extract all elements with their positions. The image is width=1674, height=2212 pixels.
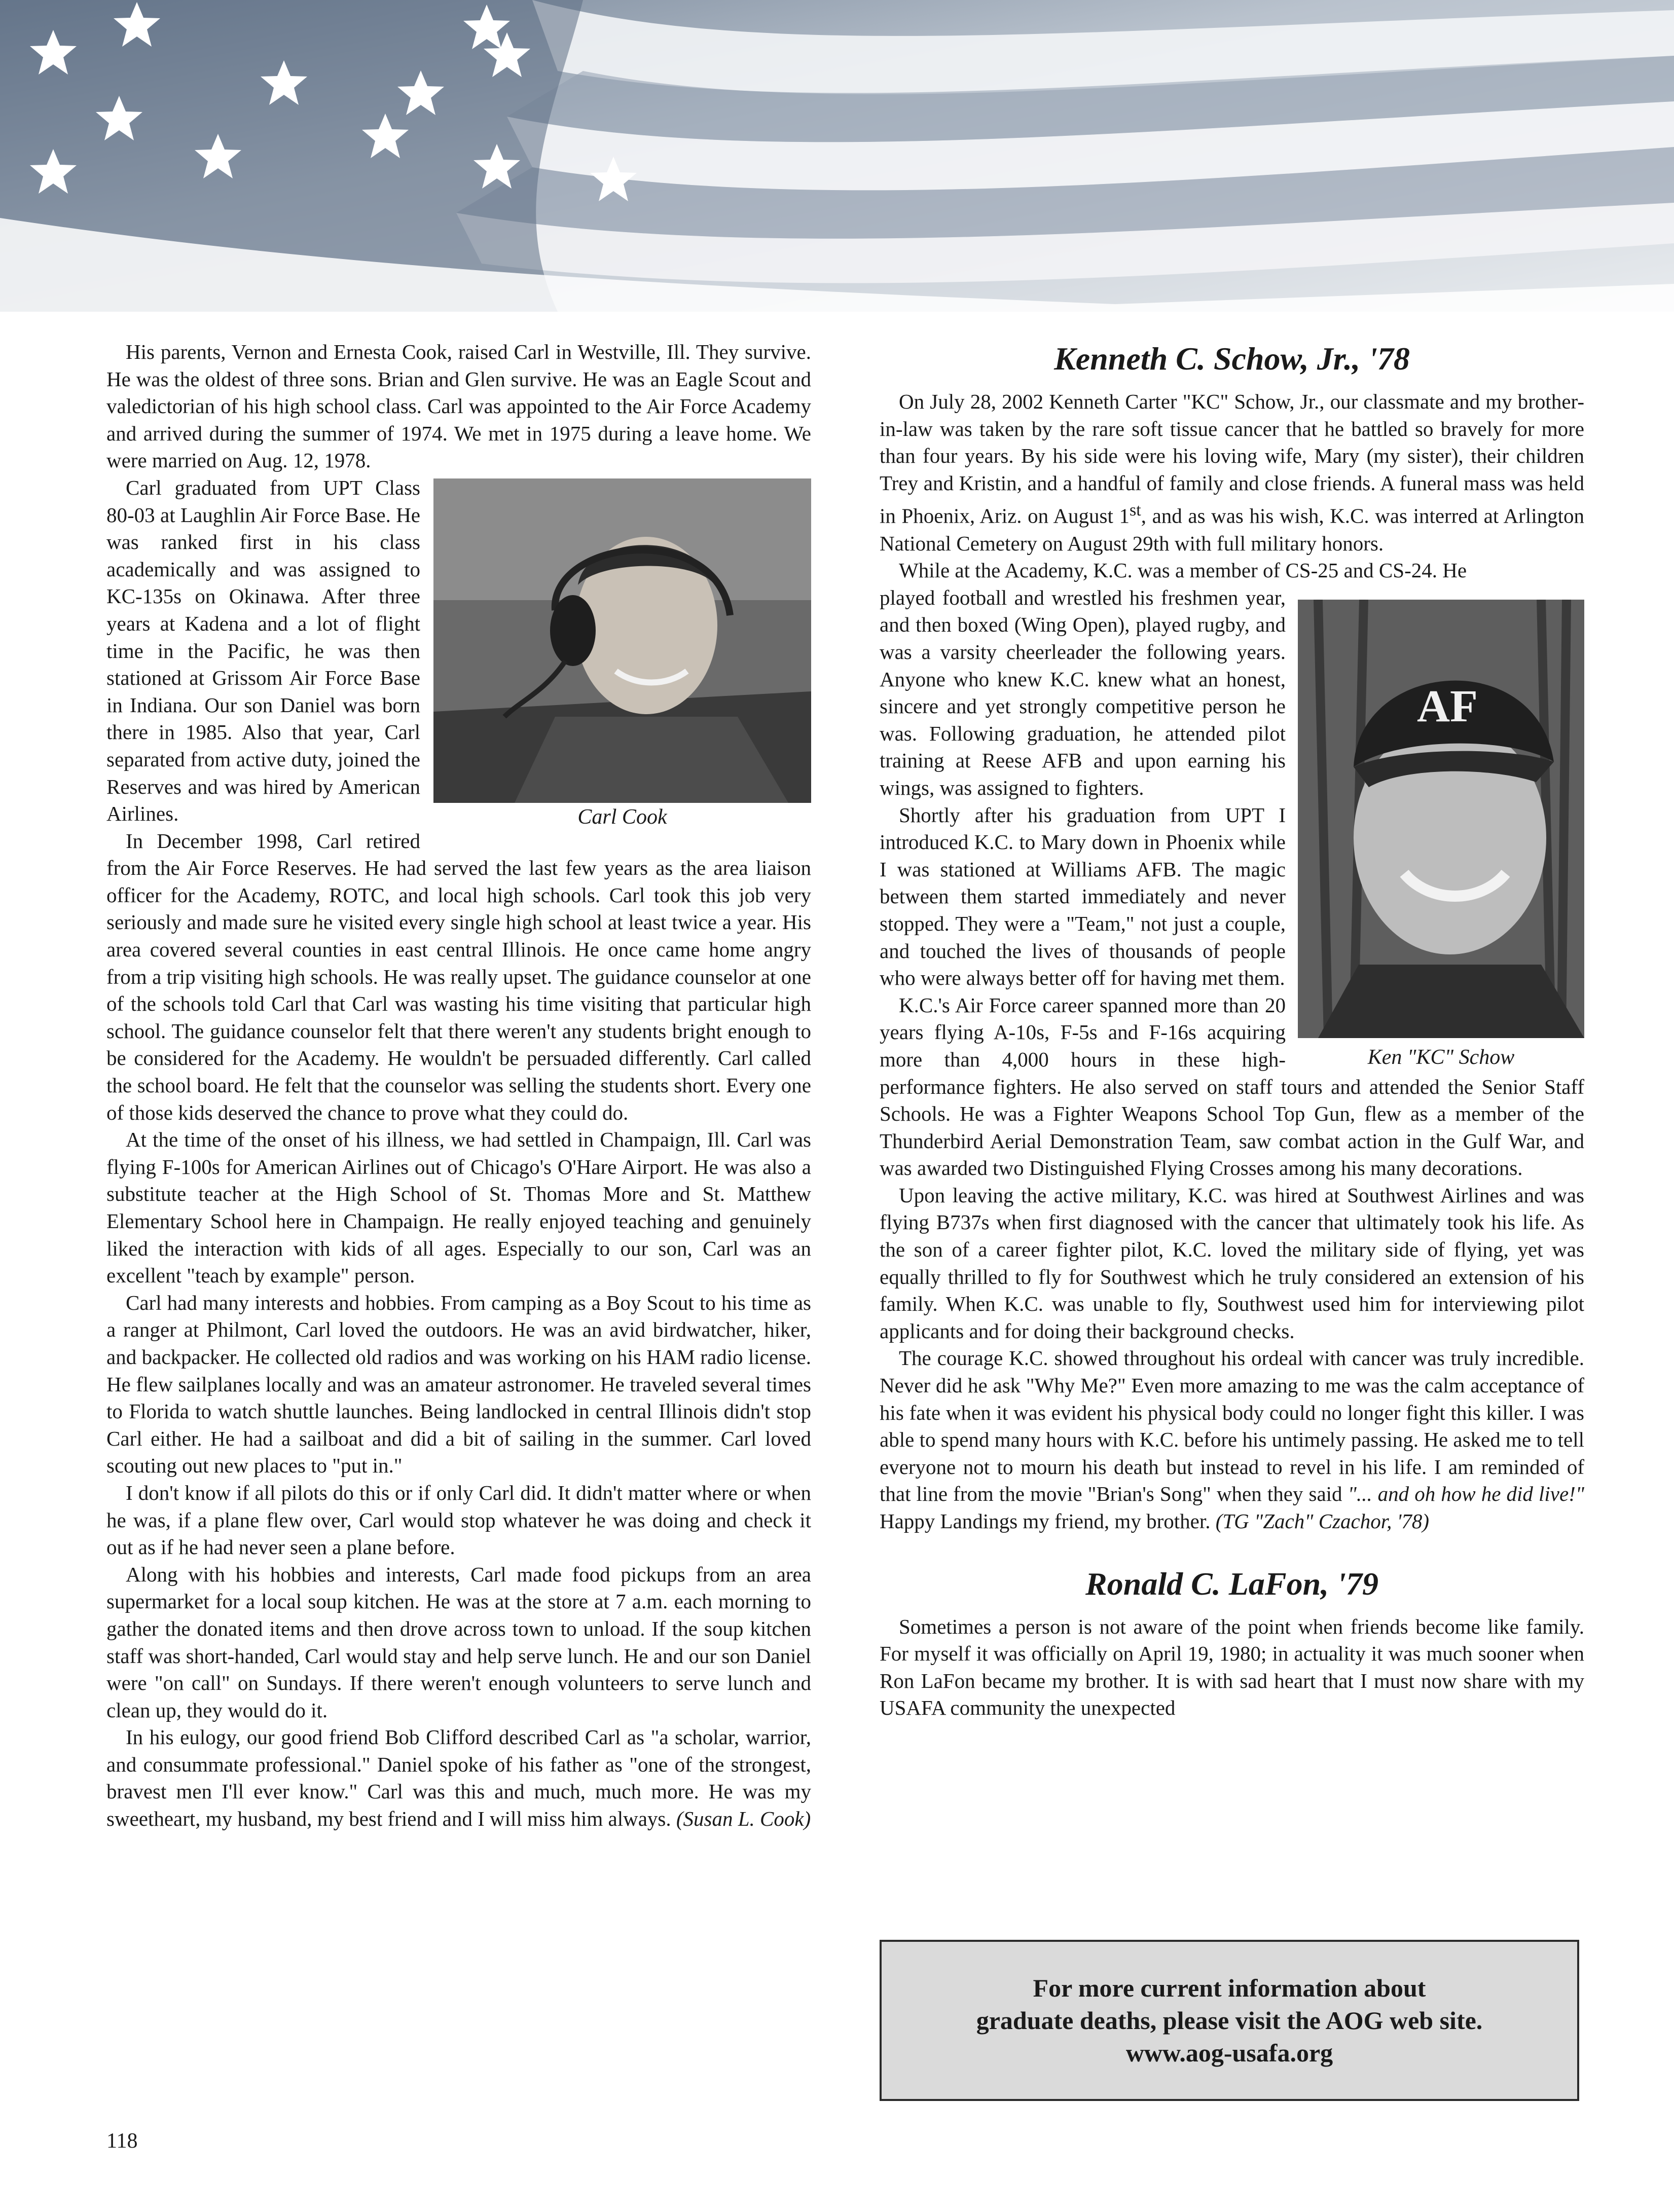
paragraph: [106, 1724, 811, 1832]
paragraph: His parents, Vernon and Ernesta Cook, raised Carl in Westville, Ill. They survive. He was the oldest of three sons. Brian and Glen survive. He was an Eagle Scout and valedictorian of his high school class. Carl was appointed to the Air Force Academy and arrived during the summer of 1974. We met in 1975 during a leave home. We were married on Aug. 12, 1978.: [106, 340, 811, 472]
carl-cook-photo: [433, 478, 811, 803]
info-line: For more current information about: [1033, 1974, 1426, 2002]
paragraph-text: On July 28, 2002 Kenneth Carter "KC" Schow, Jr., our classmate and my brother-in-law was taken by the rare soft tissue cancer that he battled so bravely for more than four years. By his side were his loving wife, Mary (my sister), their children Trey and Kristin, and a handful of family and close friends. A funeral mass was held in Phoenix, Ariz. on August 1: [880, 390, 1584, 528]
paragraph: While at the Academy, K.C. was a member of CS-25 and CS-24. He: [899, 559, 1467, 582]
flag-banner: [0, 0, 1674, 312]
ken-schow-caption: Ken "KC" Schow: [1367, 1045, 1515, 1069]
ken-schow-photo: [1298, 600, 1584, 1038]
obituary-heading: Kenneth C. Schow, Jr., '78: [1054, 341, 1410, 377]
left-column: [106, 339, 811, 1833]
paragraph-text: Happy Landings my friend, my brother.: [880, 1509, 1211, 1533]
movie-quote: "... and oh how he did live!": [1348, 1482, 1585, 1506]
obituary-heading: Ronald C. LaFon, '79: [1085, 1565, 1378, 1602]
paragraph: Along with his hobbies and interests, Carl made food pickups from an area supermarket for a local soup kitchen. He was at the store at 7 a.m. each morning to gather the donated items and then drove across town to unload. If the soup kitchen staff was short-handed, Carl would stay and help serve lunch. He and our son Daniel were "on call" on Sundays. If there weren't enough volunteers to serve lunch and clean up, they would do it.: [106, 1562, 811, 1722]
paragraph: At the time of the onset of his illness, we had settled in Champaign, Ill. Carl was flying F-100s for American Airlines out of Chicago's O'Hare Airport. He was also a substitute teacher at the High School of St. Thomas More and St. Matthew Elementary School here in Champaign. He really enjoyed teaching and genuinely liked the interaction with kids of all ages. Especially to our son, Carl was an excellent "teach by example" person.: [106, 1128, 811, 1287]
paragraph: K.C.'s Air Force career spanned more than 20 years flying A-10s, F-5s and F-16s acquiring more than 4,000 hours in these high-performance fighters. He also served on staff tours and attended the Senior Staff Schools. He was a Fighter Weapons School Top Gun, flew as a member of the Thunderbird Aerial Demonstration Team, saw combat action in the Gulf War, and was awarded two Distinguished Flying Crosses among his many decorations.: [880, 993, 1584, 1180]
paragraph: Sometimes a person is not aware of the point when friends become like family. For myself it was officially on April 19, 1980; in actuality it was much sooner when Ron LaFon became my brother. It is with sad heart that I must now share with my USAFA community the unexpected: [880, 1614, 1584, 1720]
paragraph: Carl had many interests and hobbies. From camping as a Boy Scout to his time as a ranger at Philmont, Carl loved the outdoors. He was an avid birdwatcher, hiker, and backpacker. He collected old radios and was working on his HAM radio license. He flew sailplanes locally and was an amateur astronomer. He traveled several times to Florida to watch shuttle launches. Being landlocked in central Illinois didn't stop Carl either. He had a sailboat and did a bit of sailing in the summer. Carl loved scouting out new places to "put in.": [106, 1291, 811, 1478]
paragraph-text: The courage K.C. showed throughout his ordeal with cancer was truly incredible. Never did he ask "Why Me?" Even more amazing to me was the calm acceptance of his fate when it was evident his physical body could no longer fight this killer. I was able to spend many hours with K.C. before his untimely passing. He asked me to tell everyone not to mourn his death but instead to revel in his life. I am reminded of that line from the movie "Brian's Song" when they said: [880, 1346, 1584, 1506]
paragraph: [880, 1345, 1584, 1535]
paragraph-text: , and as was his wish, K.C. was interred at Arlington National Cemetery on August 29th with full military honors.: [880, 504, 1584, 555]
info-line: graduate deaths, please visit the AOG web site.: [976, 2006, 1483, 2035]
paragraph: [880, 388, 1584, 557]
aog-website-link[interactable]: www.aog-usafa.org: [1125, 2039, 1333, 2067]
paragraph-text: In his eulogy, our good friend Bob Clifford described Carl as "a scholar, warrior, and consummate professional." Daniel spoke of his father as "one of the strongest, bravest men I'll ever know." Carl was this and much, much more. He was my sweetheart, my husband, my best friend and I will miss him always.: [106, 1725, 811, 1831]
author-signature: (Susan L. Cook): [676, 1807, 811, 1831]
paragraph: Shortly after his graduation from UPT I introduced K.C. to Mary down in Phoenix while I was stationed at Williams AFB. The magic between them started immediately and never stopped. They were a "Team," not just a couple, and touched the lives of thousands of people who were always better off for having met them.: [880, 803, 1286, 990]
carl-cook-caption: Carl Cook: [577, 805, 667, 829]
author-signature: (TG "Zach" Czachor, '78): [1215, 1509, 1430, 1533]
paragraph: I don't know if all pilots do this or if only Carl did. It didn't matter where or when he was, if a plane flew over, Carl would stop whatever he was doing and check it out as if he had never seen a plane before.: [106, 1481, 811, 1559]
paragraph: Upon leaving the active military, K.C. was hired at Southwest Airlines and was flying B737s when first diagnosed with the cancer that ultimately took his life. As the son of a career fighter pilot, K.C. loved the military side of flying, yet was equally thrilled to fly for Southwest which he truly considered an extension of his family. When K.C. was unable to fly, Southwest used him for interviewing pilot applicants and for doing their background checks.: [880, 1183, 1584, 1343]
svg-text:AF: AF: [1417, 681, 1478, 731]
right-column: [880, 339, 1584, 1722]
aog-info-box: [880, 1940, 1579, 2101]
page-number: 118: [106, 2129, 138, 2153]
paragraph: played football and wrestled his freshmen year, and then boxed (Wing Open), played rugby, and was a varsity cheerleader the following years. Anyone who knew K.C. knew what an honest, sincere and yet strongly competitive person he was. Following graduation, he attended pilot training at Reese AFB and upon earning his wings, was assigned to fighters.: [880, 585, 1286, 799]
ordinal-suffix: st: [1129, 501, 1141, 520]
paragraph: Carl graduated from UPT Class 80-03 at Laughlin Air Force Base. He was ranked first in his class academically and was assigned to KC-135s on Okinawa. After three years at Kadena and a lot of flight time in the Pacific, he was then stationed at Grissom Air Force Base in Indiana. Our son Daniel was born there in 1985. Also that year, Carl separated from active duty, joined the Reserves and was hired by American Airlines.: [106, 475, 420, 826]
paragraph: In December 1998, Carl retired from the Air Force Reserves. He had served the last few years as the area liaison officer for the Academy, ROTC, and local high schools. Carl took this job very seriously and made sure he visited every single high school at least twice a year. His area covered several counties in east central Illinois. He once came home angry from a trip visiting high schools. He was really upset. The guidance counselor at one of the schools told Carl that Carl was wasting his time visiting that particular high school. The guidance counselor felt that there weren't any students bright enough to be considered for the Academy. He wouldn't be persuaded differently. Carl called the school board. He felt that the counselor was selling the students short. Every one of those kids deserved the chance to prove what they could do.: [106, 829, 811, 1124]
